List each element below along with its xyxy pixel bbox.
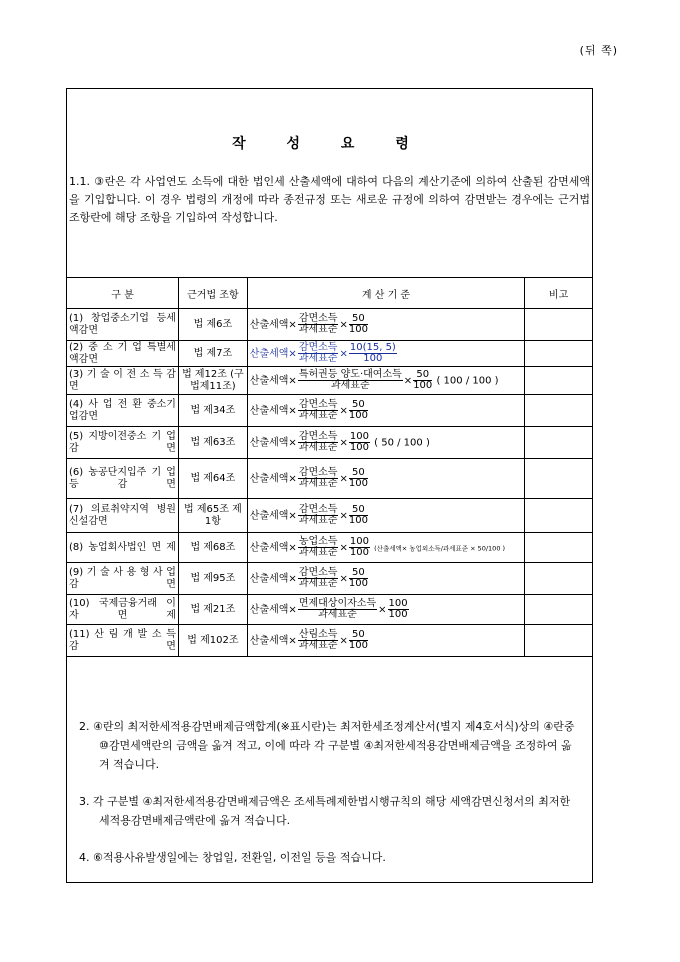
times-sign: × <box>378 604 387 616</box>
formula-prefix: 산출세액× <box>249 437 297 449</box>
times-sign: × <box>339 405 348 417</box>
page-title: 작 성 요 령 <box>232 136 427 152</box>
times-sign: × <box>339 437 348 449</box>
remarks-cell <box>525 367 593 395</box>
remarks-cell <box>525 595 593 625</box>
note-4: 4. ⑥적용사유발생일에는 창업일, 전환일, 이전일 등을 적습니다. <box>79 851 386 864</box>
times-sign: × <box>339 473 348 485</box>
rate-denominator: 100 <box>388 609 408 620</box>
formula-extra: (산출세액× 농업외소득/과세표준 × 50/100 ) <box>374 544 506 553</box>
rate-denominator: 100 <box>349 442 369 453</box>
header-formula: 계 산 기 준 <box>247 278 524 309</box>
rate-numerator: 100 <box>388 598 408 609</box>
rate-numerator: 50 <box>349 630 368 641</box>
rate-fraction <box>349 505 368 526</box>
page-side-label: (뒤 쪽) <box>579 44 618 57</box>
formula-cell <box>247 395 524 427</box>
rate-denominator: 100 <box>348 640 368 651</box>
law-article: 법 제63조 <box>178 427 247 459</box>
rate-denominator: 100 <box>348 478 368 489</box>
income-fraction <box>298 314 339 335</box>
formula-cell <box>247 499 524 533</box>
category-name: (2) 중 소 기 업 특별세액감면 <box>67 341 179 367</box>
fraction-denominator: 과세표준 <box>298 353 338 364</box>
rate-fraction <box>349 568 368 589</box>
income-fraction <box>298 468 339 489</box>
category-name: (5) 지방이전중소 기 업 감 면 <box>67 427 179 459</box>
category-name: (6) 농공단지입주 기 업 등 감 면 <box>67 459 179 499</box>
income-fraction <box>298 505 339 526</box>
formula-prefix: 산출세액× <box>249 542 297 554</box>
calculation-table <box>66 277 593 657</box>
law-article: 법 제95조 <box>178 563 247 595</box>
header-category: 구 분 <box>67 278 179 309</box>
intro-paragraph: 1.1. ③란은 각 사업연도 소득에 대한 법인세 산출세액에 대하여 다음의 계산기준에 의하여 산출된 감면세액을 기입합니다. 이 경우 법령의 개정에 따라 종전규정 또는 새로운 규정에 의하여 감면받는 경우에는 근거법 조항란에 해당 조항을 기입하여 작성합니다. <box>69 175 590 224</box>
category-name: (4) 사 업 전 환 중소기업감면 <box>67 395 179 427</box>
times-sign: × <box>403 375 413 387</box>
rate-denominator: 100 <box>413 380 433 391</box>
rate-denominator: 100 <box>348 324 368 335</box>
rate-fraction <box>388 599 409 620</box>
rate-fraction <box>413 370 432 391</box>
fraction-denominator: 과세표준 <box>298 324 338 335</box>
rate-fraction <box>349 630 368 651</box>
formula-cell <box>247 533 524 563</box>
rate-numerator: 100 <box>349 536 369 547</box>
formula-cell <box>247 595 524 625</box>
table-row <box>67 563 593 595</box>
law-article: 법 제68조 <box>178 533 247 563</box>
formula-prefix: 산출세액× <box>249 375 297 387</box>
table-row <box>67 625 593 657</box>
remarks-cell <box>525 563 593 595</box>
remarks-cell <box>525 341 593 367</box>
fraction-denominator: 과세표준 <box>318 609 357 620</box>
law-article: 법 제102조 <box>178 625 247 657</box>
formula-extra: ( 50 / 100 ) <box>374 437 430 449</box>
rate-denominator: 100 <box>348 515 368 526</box>
fraction-numerator: 감면소득 <box>298 467 338 478</box>
table-header-row <box>67 278 593 309</box>
times-sign: × <box>339 635 348 647</box>
fraction-numerator: 농업소득 <box>298 536 338 547</box>
law-article: 법 제65조 제1항 <box>178 499 247 533</box>
income-fraction <box>298 630 339 651</box>
category-name: (7) 의료취약지역 병원신설감면 <box>67 499 179 533</box>
table-row <box>67 309 593 341</box>
fraction-numerator: 감면소득 <box>298 504 338 515</box>
times-sign: × <box>339 348 348 360</box>
rate-fraction <box>349 400 368 421</box>
fraction-denominator: 과세표준 <box>330 380 370 391</box>
formula-extra: ( 100 / 100 ) <box>436 375 499 387</box>
fraction-denominator: 과세표준 <box>298 410 338 421</box>
formula-prefix: 산출세액× <box>249 405 297 417</box>
law-article: 법 제12조 (구법제11조) <box>178 367 247 395</box>
fraction-denominator: 과세표준 <box>298 578 338 589</box>
category-name: (9) 기 술 사 용 형 사 업 감 면 <box>67 563 179 595</box>
formula-prefix: 산출세액× <box>249 604 297 616</box>
rate-fraction <box>349 432 370 453</box>
times-sign: × <box>339 573 348 585</box>
income-fraction <box>298 568 339 589</box>
times-sign: × <box>339 510 348 522</box>
fraction-numerator: 특허권등 양도·대여소득 <box>298 369 402 380</box>
law-article: 법 제6조 <box>178 309 247 341</box>
table-row <box>67 341 593 367</box>
formula-prefix: 산출세액× <box>249 510 297 522</box>
times-sign: × <box>339 319 348 331</box>
rate-fraction <box>349 343 397 364</box>
category-name: (1) 창업중소기업 등세액감면 <box>67 309 179 341</box>
income-fraction <box>298 400 339 421</box>
remarks-cell <box>525 427 593 459</box>
income-fraction <box>298 432 339 453</box>
remarks-cell <box>525 499 593 533</box>
formula-prefix: 산출세액× <box>249 635 297 647</box>
category-name: (3) 기 술 이 전 소 득 감 면 <box>67 367 179 395</box>
formula-cell <box>247 427 524 459</box>
table-row <box>67 595 593 625</box>
rate-numerator: 50 <box>349 505 368 516</box>
table-row <box>67 367 593 395</box>
rate-fraction <box>349 314 368 335</box>
remarks-cell <box>525 533 593 563</box>
law-article: 법 제34조 <box>178 395 247 427</box>
law-article: 법 제64조 <box>178 459 247 499</box>
table-row <box>67 533 593 563</box>
rate-numerator: 50 <box>349 568 368 579</box>
formula-cell <box>247 341 524 367</box>
fraction-denominator: 과세표준 <box>298 547 338 558</box>
income-fraction <box>298 370 403 391</box>
income-fraction <box>298 599 377 620</box>
fraction-numerator: 감면소득 <box>298 567 338 578</box>
remarks-cell <box>525 309 593 341</box>
table-row <box>67 499 593 533</box>
rate-numerator: 100 <box>349 431 369 442</box>
fraction-denominator: 과세표준 <box>298 442 338 453</box>
remarks-cell <box>525 395 593 427</box>
rate-numerator: 50 <box>349 314 368 325</box>
fraction-numerator: 면제대상이자소득 <box>298 598 377 609</box>
income-fraction <box>298 537 339 558</box>
formula-prefix: 산출세액× <box>249 473 297 485</box>
formula-prefix: 산출세액× <box>249 573 297 585</box>
rate-fraction <box>349 468 368 489</box>
rate-denominator: 100 <box>363 353 383 364</box>
rate-numerator: 50 <box>349 400 368 411</box>
table-row <box>67 395 593 427</box>
law-article: 법 제7조 <box>178 341 247 367</box>
fraction-numerator: 감면소득 <box>298 399 338 410</box>
header-remarks: 비고 <box>525 278 593 309</box>
table-row <box>67 427 593 459</box>
formula-prefix: 산출세액× <box>249 348 297 360</box>
fraction-denominator: 과세표준 <box>298 478 338 489</box>
fraction-numerator: 산림소득 <box>298 629 338 640</box>
rate-denominator: 100 <box>348 578 368 589</box>
note-3: 3. 각 구분별 ④최저한세적용감면배제금액은 조세특례제한법시행규칙의 해당 세액감면신청서의 최저한세적용감면배제금액란에 옮겨 적습니다. <box>79 795 571 827</box>
formula-prefix: 산출세액× <box>249 319 297 331</box>
fraction-numerator: 감면소득 <box>298 313 338 324</box>
formula-cell <box>247 367 524 395</box>
times-sign: × <box>339 542 348 554</box>
rate-denominator: 100 <box>348 410 368 421</box>
rate-denominator: 100 <box>349 547 369 558</box>
formula-cell <box>247 563 524 595</box>
instructions-frame <box>66 88 593 883</box>
income-fraction <box>298 343 339 364</box>
note-2: 2. ④란의 최저한세적용감면배제금액합계(※표시란)는 최저한세조정계산서(별지 제4호서식)상의 ④란중 ⑩감면세액란의 금액을 옮겨 적고, 이에 따라 각 구분별 ④최저한세적용감면배제금액을 조정하여 옮겨 적습니다. <box>79 720 575 771</box>
fraction-numerator: 감면소득 <box>298 431 338 442</box>
remarks-cell <box>525 625 593 657</box>
category-name: (10) 국제금융거래 이 자 면 제 <box>67 595 179 625</box>
rate-numerator: 50 <box>413 370 432 381</box>
rate-numerator: 50 <box>349 468 368 479</box>
notes <box>79 717 579 885</box>
rate-numerator: 10(15, 5) <box>349 342 396 353</box>
formula-cell <box>247 459 524 499</box>
rate-fraction <box>349 537 370 558</box>
fraction-denominator: 과세표준 <box>298 515 338 526</box>
formula-cell <box>247 625 524 657</box>
law-article: 법 제21조 <box>178 595 247 625</box>
remarks-cell <box>525 459 593 499</box>
category-name: (11) 산 림 개 발 소 득 감 면 <box>67 625 179 657</box>
formula-cell <box>247 309 524 341</box>
fraction-denominator: 과세표준 <box>298 640 338 651</box>
table-row <box>67 459 593 499</box>
category-name: (8) 농업회사법인 면 제 <box>67 533 179 563</box>
fraction-numerator: 감면소득 <box>298 342 338 353</box>
header-law: 근거법 조항 <box>178 278 247 309</box>
